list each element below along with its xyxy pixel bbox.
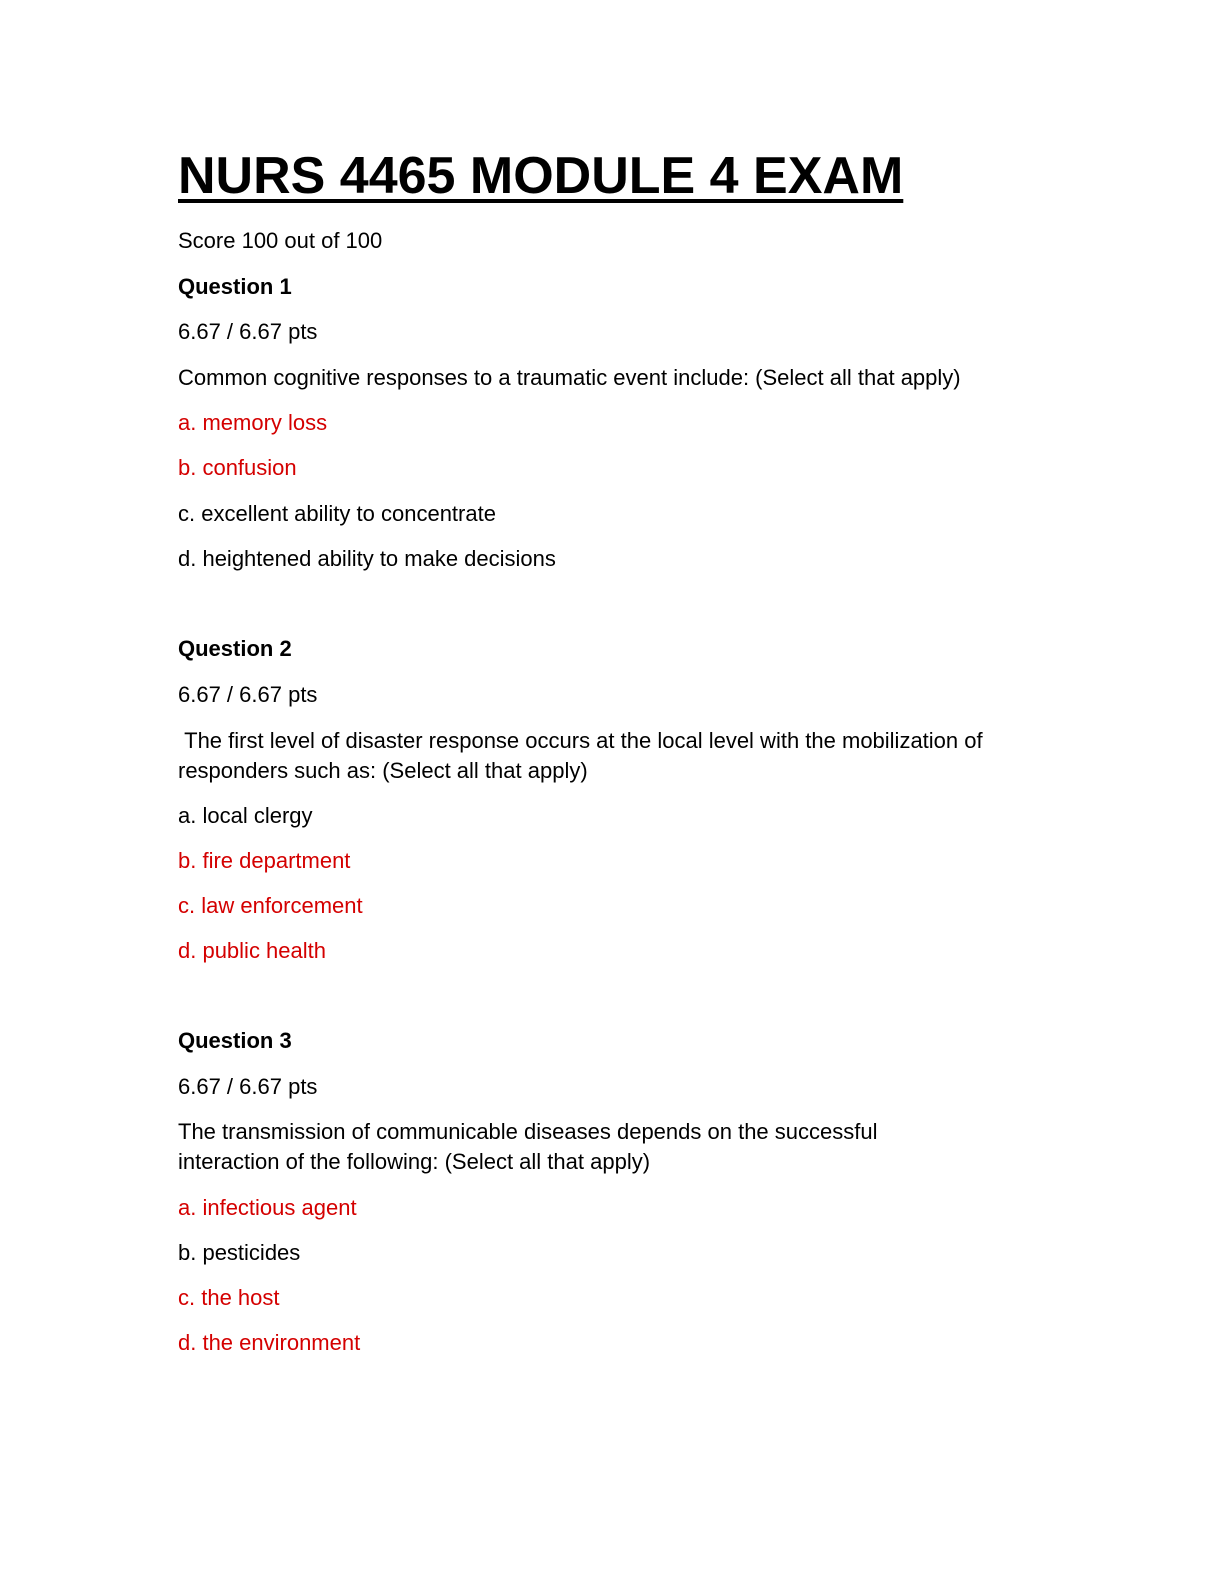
question-1-points: 6.67 / 6.67 pts [178,319,318,344]
question-3-option-d: d. the environment [178,1330,361,1355]
question-1-option-d: d. heightened ability to make decisions [178,546,556,571]
question-3-heading: Question 3 [178,1028,292,1053]
question-2-option-b: b. fire department [178,848,351,873]
question-3-prompt: The transmission of communicable diseases depends on the successful interaction of the following: (Select all that apply) [178,1119,878,1174]
question-2-option-a: a. local clergy [178,803,313,828]
score-text: Score 100 out of 100 [178,228,383,253]
page-title: NURS 4465 MODULE 4 EXAM [178,147,904,205]
question-3-option-c: c. the host [178,1285,280,1310]
question-1-heading: Question 1 [178,274,292,299]
question-1-option-b: b. confusion [178,455,297,480]
question-3-option-b: b. pesticides [178,1240,301,1265]
question-2-heading: Question 2 [178,636,292,661]
question-3-points: 6.67 / 6.67 pts [178,1074,318,1099]
question-2-prompt: The first level of disaster response occurs at the local level with the mobilization of responders such as: (Select all that apply) [178,728,989,783]
question-2-points: 6.67 / 6.67 pts [178,682,318,707]
question-2-option-d: d. public health [178,938,326,963]
question-1-option-c: c. excellent ability to concentrate [178,501,496,526]
question-1-option-a: a. memory loss [178,410,328,435]
question-1-prompt: Common cognitive responses to a traumatic event include: (Select all that apply) [178,365,961,390]
question-2-option-c: c. law enforcement [178,893,363,918]
question-3-option-a: a. infectious agent [178,1195,357,1220]
